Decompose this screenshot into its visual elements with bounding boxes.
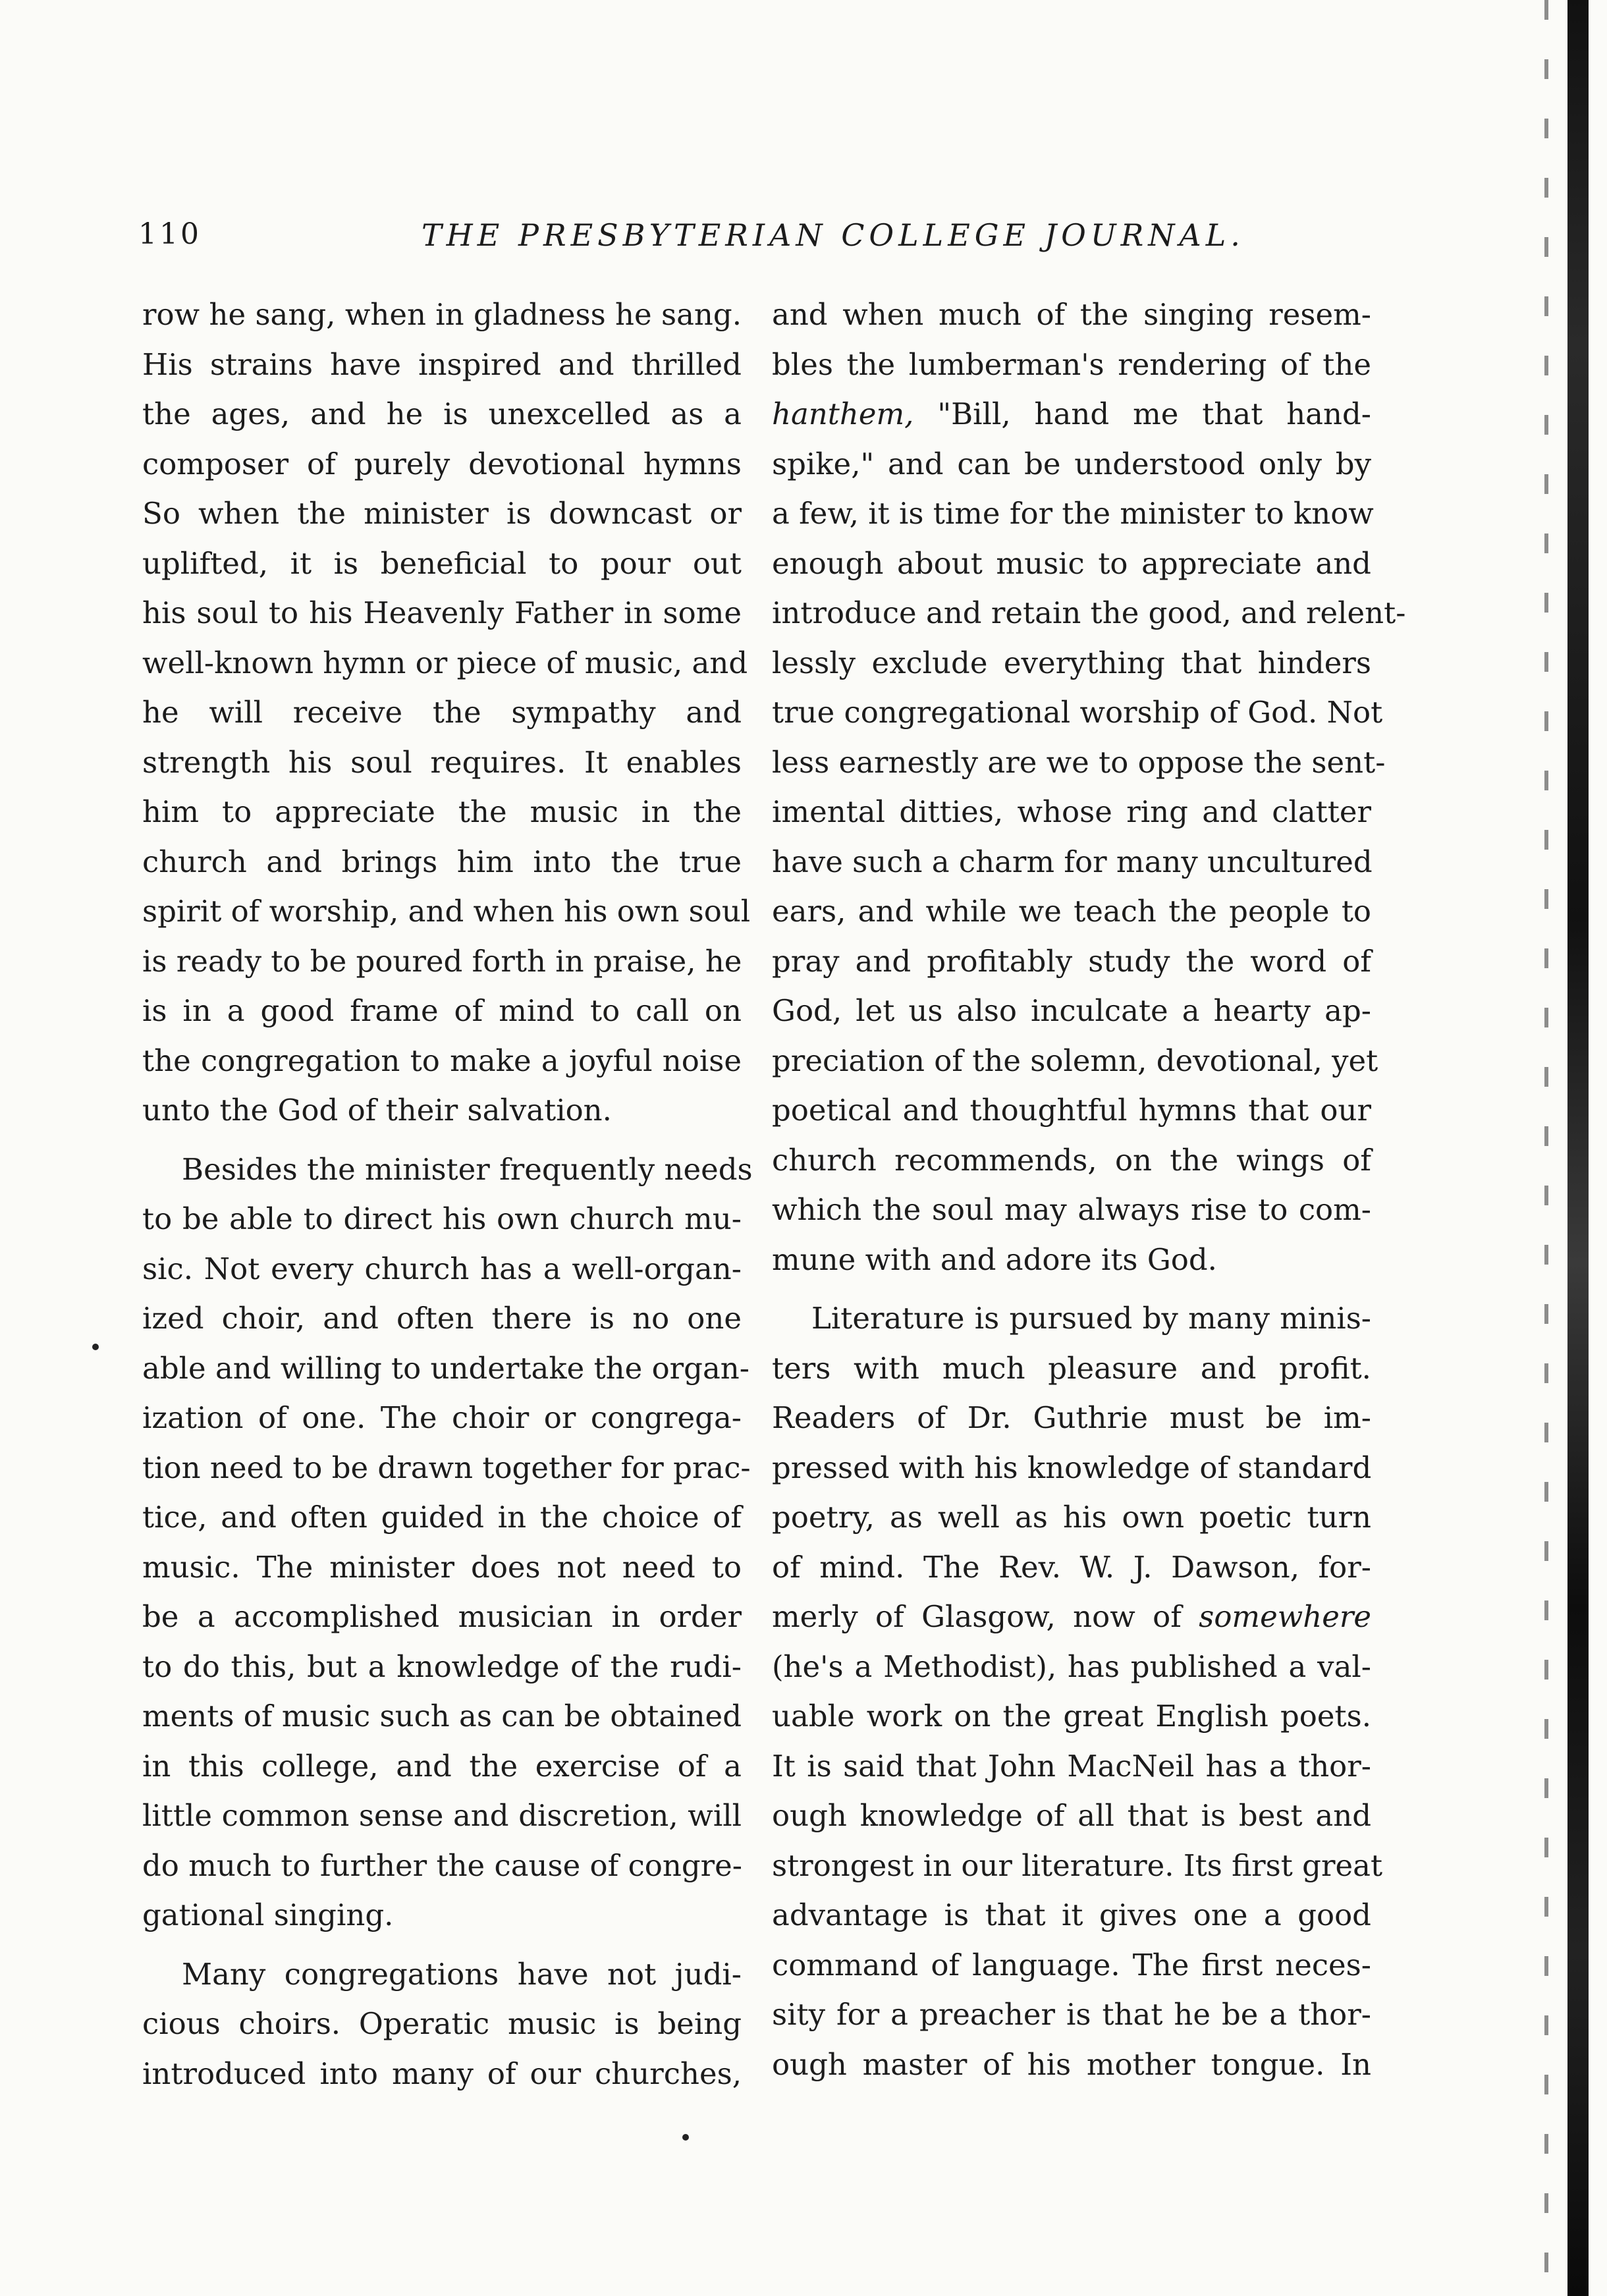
- text-line: Readers of Dr. Guthrie must be im-: [772, 1400, 1371, 1435]
- text-line: uplifted, it is beneficial to pour out: [142, 545, 742, 581]
- text-line: preciation of the solemn, devotional, yet: [772, 1043, 1378, 1078]
- text-line: ized choir, and often there is no one: [142, 1301, 742, 1336]
- text-line: mune with and adore its God.: [772, 1242, 1217, 1277]
- text-line: little common sense and discretion, will: [142, 1798, 742, 1833]
- text-line: pray and profitably study the word of: [772, 943, 1371, 979]
- text-line: composer of purely devotional hymns: [142, 446, 742, 481]
- text-line: and when much of the singing resem-: [772, 297, 1371, 332]
- text-line: have such a charm for many uncultured: [772, 844, 1373, 879]
- text-line: merly of Glasgow, now of somewhere: [772, 1599, 1371, 1634]
- text-line: So when the minister is downcast or: [142, 496, 742, 531]
- text-line: imental ditties, whose ring and clatter: [772, 794, 1371, 829]
- scan-edge-shadow: [1544, 0, 1548, 2296]
- page-header: [138, 217, 1376, 263]
- text-line: less earnestly are we to oppose the sent-: [772, 744, 1386, 780]
- text-line: in this college, and the exercise of a: [142, 1748, 742, 1784]
- text-line: pressed with his knowledge of standard: [772, 1450, 1372, 1485]
- text-line: command of language. The first neces-: [772, 1947, 1371, 1982]
- scan-edge-binding: [1567, 0, 1589, 2296]
- text-line: sic. Not every church has a well-organ-: [142, 1251, 742, 1286]
- text-line: introduced into many of our churches,: [142, 2056, 742, 2091]
- text-line: tion need to be drawn together for prac-: [142, 1450, 751, 1485]
- text-line: strongest in our literature. Its first great: [772, 1847, 1383, 1883]
- text-line: do much to further the cause of congre-: [142, 1847, 743, 1883]
- italic-word: somewhere: [1199, 1599, 1371, 1634]
- text-line: is in a good frame of mind to call on: [142, 993, 742, 1028]
- text-line: of mind. The Rev. W. J. Dawson, for-: [772, 1549, 1371, 1585]
- text-line: row he sang, when in gladness he sang.: [142, 297, 742, 332]
- text-line: strength his soul requires. It enables: [142, 744, 742, 780]
- text-line: spike," and can be understood only by: [772, 446, 1371, 481]
- text-line: he will receive the sympathy and: [142, 695, 742, 730]
- scan-speck: [92, 1344, 99, 1350]
- text-line: Besides the minister frequently needs: [182, 1151, 753, 1187]
- text-line: true congregational worship of God. Not: [772, 695, 1383, 730]
- text-line: poetry, as well as his own poetic turn: [772, 1500, 1371, 1535]
- text-line: spirit of worship, and when his own soul: [142, 894, 751, 929]
- text-line: the congregation to make a joyful noise: [142, 1043, 742, 1078]
- text-line: which the soul may always rise to com-: [772, 1192, 1371, 1227]
- text-line: uable work on the great English poets.: [772, 1699, 1371, 1734]
- text-line: to do this, but a knowledge of the rudi-: [142, 1649, 742, 1684]
- text-line: hanthem, "Bill, hand me that hand-: [772, 396, 1371, 431]
- text-line: tice, and often guided in the choice of: [142, 1500, 742, 1535]
- text-line: poetical and thoughtful hymns that our: [772, 1093, 1371, 1128]
- paragraph-gap: [142, 1940, 742, 1950]
- text-line: Many congregations have not judi-: [182, 1956, 742, 1992]
- text-line: well-known hymn or piece of music, and: [142, 645, 748, 680]
- scan-speck: [682, 2134, 689, 2141]
- italic-word: hanthem,: [772, 396, 914, 431]
- text-line: to be able to direct his own church mu-: [142, 1201, 742, 1236]
- text-line: sity for a preacher is that he be a thor-: [772, 1997, 1371, 2032]
- paragraph-gap: [772, 1284, 1371, 1294]
- text-line: lessly exclude everything that hinders: [772, 645, 1371, 680]
- text-line: ough knowledge of all that is best and: [772, 1798, 1371, 1833]
- text-line: music. The minister does not need to: [142, 1549, 742, 1585]
- text-line: ization of one. The choir or congrega-: [142, 1400, 742, 1435]
- text-line: church recommends, on the wings of: [772, 1142, 1371, 1178]
- text-line: introduce and retain the good, and relent-: [772, 595, 1406, 630]
- text-line: advantage is that it gives one a good: [772, 1898, 1371, 1932]
- text-line: ments of music such as can be obtained: [142, 1699, 742, 1734]
- text-line: It is said that John MacNeil has a thor-: [772, 1748, 1371, 1784]
- text-line: be a accomplished musician in order: [142, 1599, 742, 1634]
- text-line: him to appreciate the music in the: [142, 794, 742, 829]
- text-line: is ready to be poured forth in praise, he: [142, 943, 742, 979]
- text-line: enough about music to appreciate and: [772, 545, 1371, 581]
- left-column: [142, 290, 753, 2098]
- text-line: ears, and while we teach the people to: [772, 894, 1371, 929]
- text-line: His strains have inspired and thrilled: [142, 346, 742, 382]
- text-line: church and brings him into the true: [142, 844, 742, 879]
- running-title: THE PRESBYTERIAN COLLEGE JOURNAL.: [422, 217, 1245, 253]
- text-line: God, let us also inculcate a hearty ap-: [772, 993, 1371, 1028]
- text-line: ters with much pleasure and profit.: [772, 1350, 1371, 1386]
- text-line: unto the God of their salvation.: [142, 1093, 612, 1128]
- right-column: [772, 290, 1406, 2089]
- text-line: able and willing to undertake the organ-: [142, 1350, 749, 1386]
- text-line: (he's a Methodist), has published a val-: [772, 1649, 1371, 1684]
- text-line: cious choirs. Operatic music is being: [142, 2006, 742, 2041]
- text-line: Literature is pursued by many minis-: [811, 1301, 1371, 1336]
- page-number: 110: [138, 217, 202, 251]
- text-line: the ages, and he is unexcelled as a: [142, 396, 742, 431]
- text-line: bles the lumberman's rendering of the: [772, 346, 1371, 382]
- paragraph-gap: [142, 1135, 742, 1145]
- text-line: a few, it is time for the minister to know: [772, 496, 1374, 531]
- text-line: ough master of his mother tongue. In: [772, 2046, 1371, 2082]
- text-line: his soul to his Heavenly Father in some: [142, 595, 742, 630]
- text-line: gational singing.: [142, 1898, 394, 1932]
